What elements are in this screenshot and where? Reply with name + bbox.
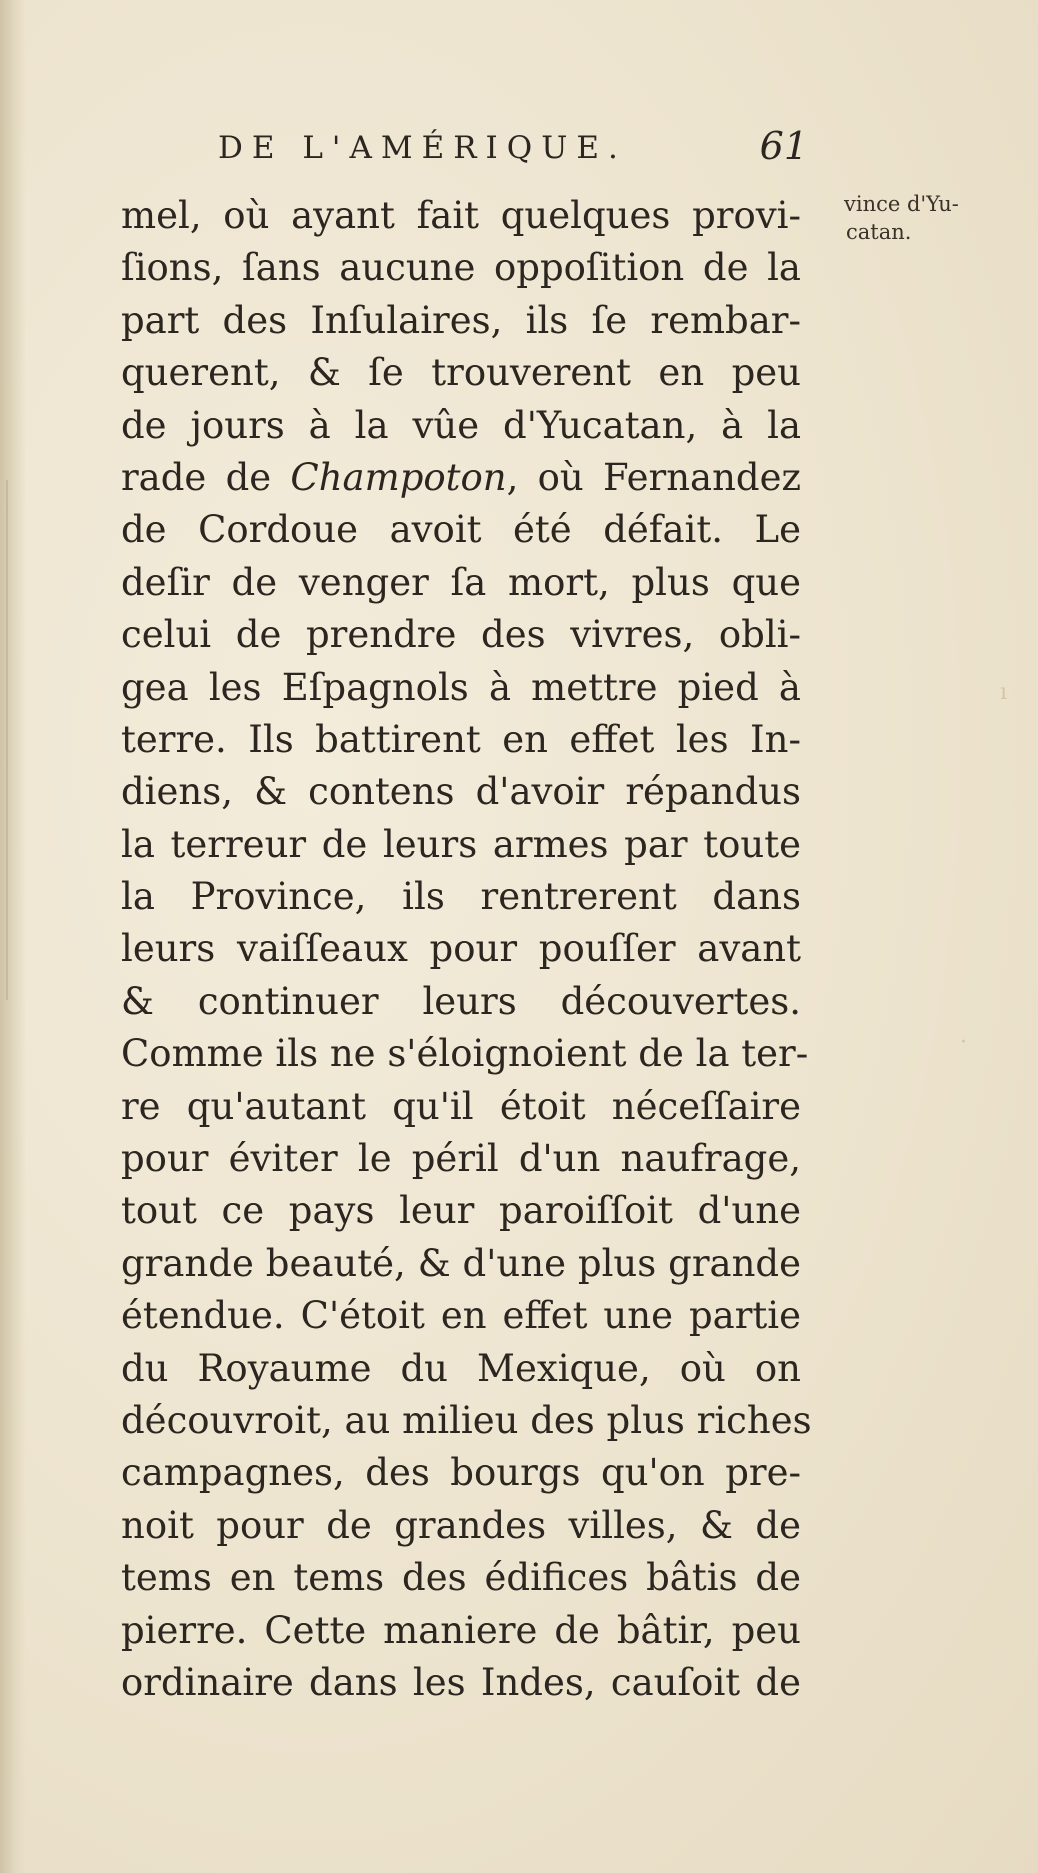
body-text (121, 190, 812, 1709)
italic-place-name: Champoton (290, 455, 507, 499)
text-line: re qu'autant qu'il étoit néceſſaire (121, 1084, 801, 1128)
text-line: la Province, ils rentrerent dans (121, 875, 801, 919)
text-line: noit pour de grandes villes, & de (121, 1503, 801, 1547)
margin-note-line: catan. (846, 220, 912, 244)
running-title: DE L'AMÉRIQUE. (218, 130, 627, 166)
text-line: leurs vaiſſeaux pour pouſſer avant (121, 927, 801, 971)
text-line: celui de prendre des vivres, obli- (121, 613, 801, 657)
text-line: de Cordoue avoit été défait. Le (121, 508, 801, 552)
text-line: gea les Eſpagnols à mettre pied à (121, 665, 801, 709)
text-line: pour éviter le péril d'un naufrage, (121, 1137, 801, 1181)
text-line: du Royaume du Mexique, où on (121, 1346, 801, 1390)
text-line: de jours à la vûe d'Yucatan, à la (121, 403, 801, 447)
text-line: part des Inſulaires, ils ſe rembar- (121, 298, 801, 342)
text-line: tout ce pays leur paroiſſoit d'une (121, 1189, 801, 1233)
text-line: tems en tems des édifices bâtis de (121, 1556, 801, 1600)
text-line: diens, & contens d'avoir répandus (121, 770, 801, 814)
margin-note-line: vince d'Yu- (844, 192, 959, 216)
margin-note (844, 190, 1034, 246)
bleed-through-mark: · (960, 1030, 967, 1055)
text-line: Comme ils ne s'éloignoient de la ter- (121, 1032, 809, 1076)
bleed-through-mark: ı (1000, 680, 1008, 705)
text-line: deſir de venger ſa mort, plus que (121, 560, 801, 604)
page-gutter-line (6, 480, 8, 1000)
text-fragment: , où Fernandez (506, 455, 802, 499)
text-line-with-italic (121, 452, 801, 504)
text-line: ſions, ſans aucune oppoſition de la (121, 246, 801, 290)
text-line: pierre. Cette maniere de bâtir, peu (121, 1608, 801, 1652)
page-gutter-shadow (0, 0, 26, 1873)
text-line: la terreur de leurs armes par toute (121, 822, 801, 866)
text-line: campagnes, des bourgs qu'on pre- (121, 1451, 801, 1495)
text-line: découvroit, au milieu des plus riches (121, 1398, 812, 1442)
text-line: ordinaire dans les Indes, cauſoit de (121, 1660, 801, 1704)
text-line: & continuer leurs découvertes. (121, 979, 801, 1023)
text-line: terre. Ils battirent en effet les In- (121, 717, 801, 761)
page-number: 61 (759, 124, 808, 168)
text-line: querent, & ſe trouverent en peu (121, 351, 801, 395)
text-fragment: rade de (121, 455, 291, 499)
text-line: grande beauté, & d'une plus grande (121, 1241, 801, 1285)
text-line: mel, où ayant fait quelques provi- (121, 194, 801, 237)
text-line: étendue. C'étoit en effet une partie (121, 1294, 801, 1338)
running-header (218, 124, 808, 178)
